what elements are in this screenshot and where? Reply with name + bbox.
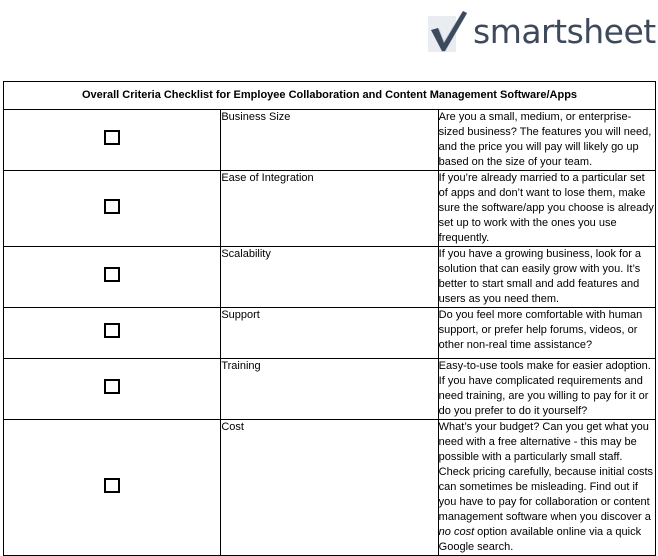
table-row xyxy=(4,420,656,556)
smartsheet-logo xyxy=(426,10,656,60)
criterion-label: Business Size xyxy=(221,110,438,171)
checkbox-support[interactable] xyxy=(104,323,120,338)
table-row xyxy=(4,308,656,359)
checkbox-scalability[interactable] xyxy=(104,267,120,282)
checkbox-business-size[interactable] xyxy=(104,130,120,145)
table-title: Overall Criteria Checklist for Employee Collaboration and Content Management Software/Apps xyxy=(4,82,656,110)
criterion-description xyxy=(438,420,655,556)
criterion-label: Training xyxy=(221,359,438,420)
table-header-row xyxy=(4,82,656,110)
cost-description-text: What’s your budget? Can you get what you need with a free alternative - this may be possible with a particularly small staff. Check pricing carefully, because initial costs can sometimes be misleading. Find out if you have to pay for collaboration or content management software when you discover a xyxy=(438,421,654,523)
brand-name: smartsheet xyxy=(473,12,656,51)
criterion-description: Are you a small, medium, or enterprise-sized business? The features you will need, and the price you will pay will likely go up based on the size of your team. xyxy=(438,110,655,171)
criteria-checklist-table xyxy=(3,81,656,556)
criterion-description: Do you feel more comfortable with human support, or prefer help forums, videos, or other non-real time assistance? xyxy=(438,308,655,359)
criterion-description: If you have a growing business, look for a solution that can easily grow with you. It’s better to start small and add features and users as you need them. xyxy=(438,247,655,308)
checkbox-training[interactable] xyxy=(104,379,120,394)
criterion-label: Support xyxy=(221,308,438,359)
criterion-description: Easy-to-use tools make for easier adoption. If you have complicated requirements and need training, are you willing to pay for it or do you prefer to do it yourself? xyxy=(438,359,655,420)
criterion-label: Ease of Integration xyxy=(221,171,438,247)
table-row xyxy=(4,359,656,420)
criterion-label: Scalability xyxy=(221,247,438,308)
criterion-description: If you’re already married to a particular set of apps and don’t want to lose them, make sure the software/app you choose is already set up to work with the ones you use frequently. xyxy=(438,171,655,247)
table-row xyxy=(4,171,656,247)
cost-description-text-end: option available online via a quick Google search. xyxy=(438,526,642,553)
criterion-label: Cost xyxy=(221,420,438,556)
checkbox-ease-of-integration[interactable] xyxy=(104,199,120,214)
cost-description-emphasis: no cost xyxy=(438,526,475,538)
table-row xyxy=(4,247,656,308)
checkbox-cost[interactable] xyxy=(104,478,120,493)
checkmark-logo-icon xyxy=(426,10,474,58)
table-row xyxy=(4,110,656,171)
